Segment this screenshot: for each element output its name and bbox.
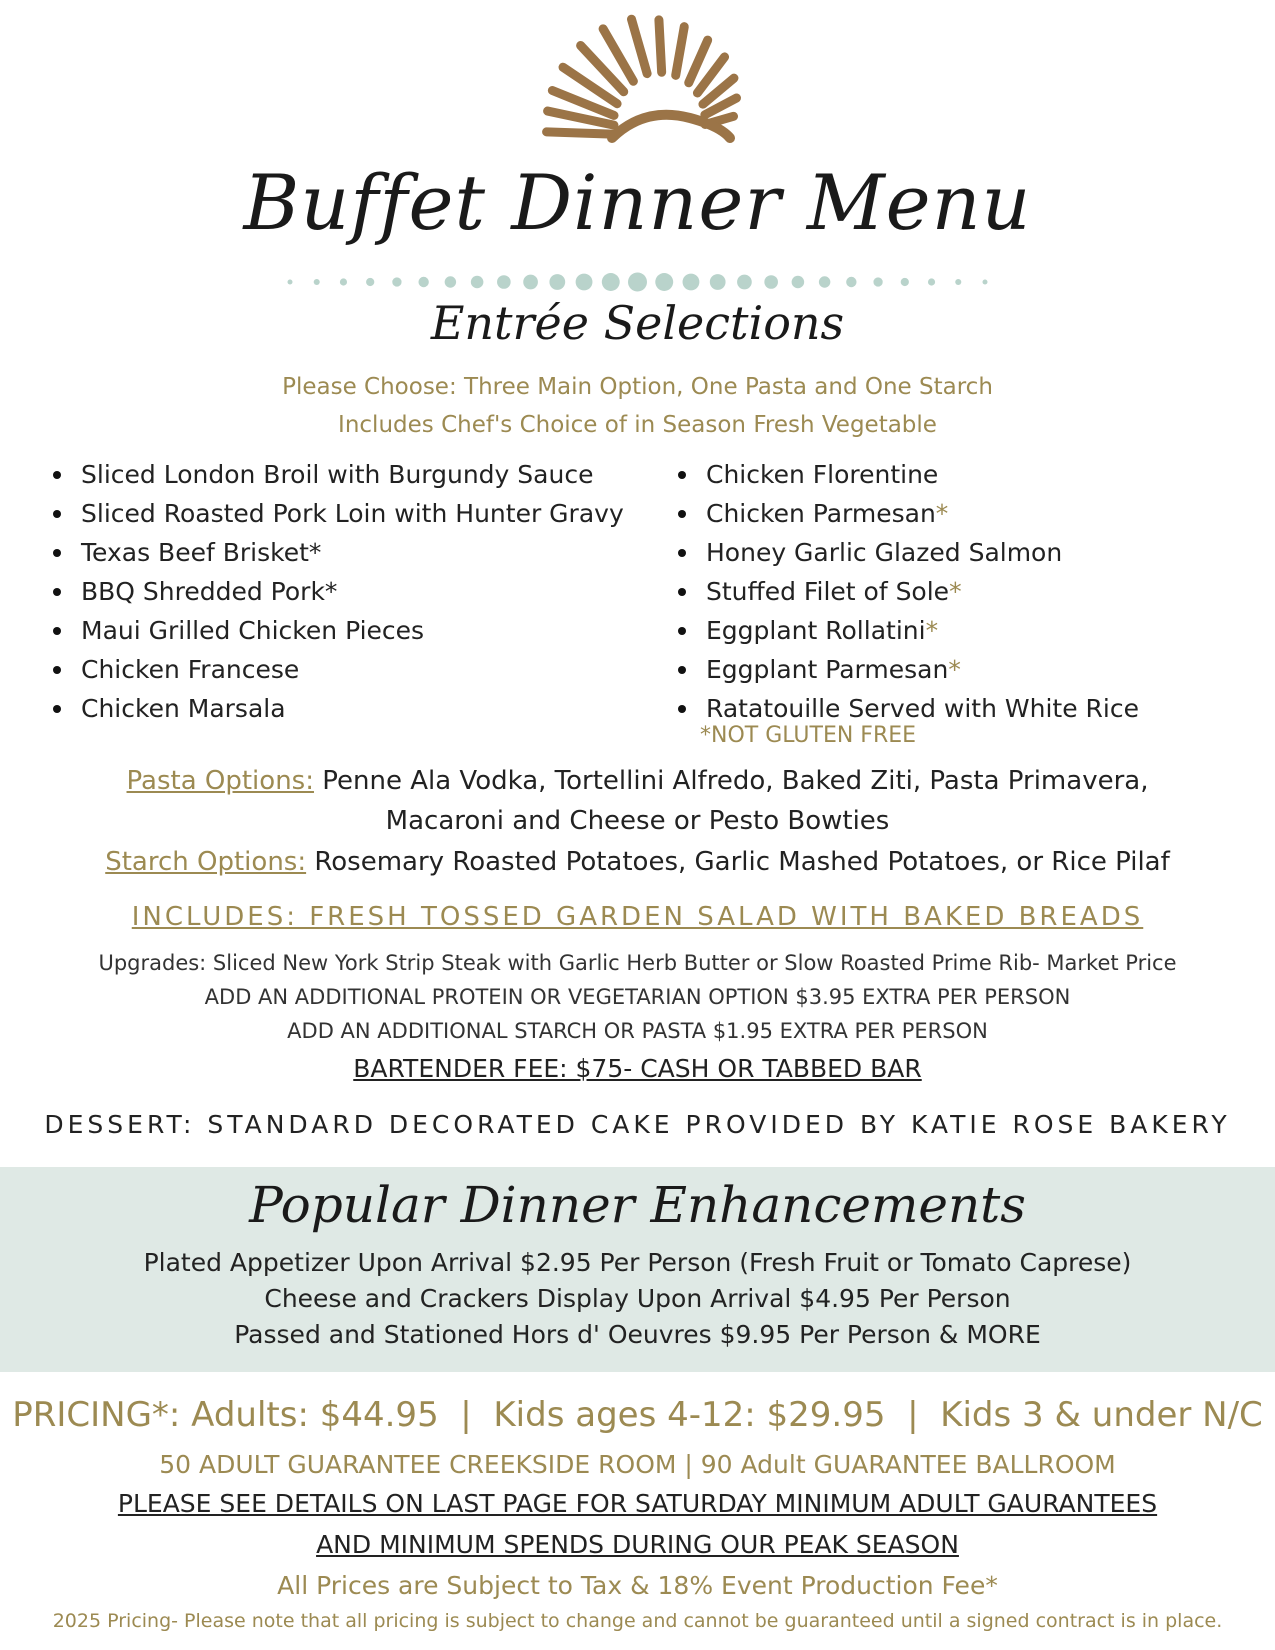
entree-selections-heading: Entrée Selections [430, 296, 845, 350]
sun-ray [659, 20, 662, 72]
decorative-dots [0, 268, 1275, 298]
list-item: BBQ Shredded Pork* [50, 572, 624, 611]
enhancement-item: Plated Appetizer Upon Arrival $2.95 Per Person (Fresh Fruit or Tomato Caprese) [143, 1248, 1132, 1277]
decorative-dot [901, 278, 909, 286]
decorative-dot [764, 275, 778, 289]
additional-protein-line: ADD AN ADDITIONAL PROTEIN OR VEGETARIAN OPTION $3.95 EXTRA PER PERSON [204, 985, 1071, 1009]
sunburst-logo [0, 8, 1275, 148]
includes-salad: INCLUDES: FRESH TOSSED GARDEN SALAD WITH BAKED BREADS [131, 902, 1144, 932]
starch-options-line: Starch Options: Rosemary Roasted Potatoes, Garlic Mashed Potatoes, or Rice Pilaf [105, 847, 1170, 877]
decorative-dot [523, 275, 538, 290]
sun-ray [547, 132, 616, 134]
decorative-dot [576, 274, 593, 291]
sun-ray [632, 19, 648, 73]
list-item: Eggplant Parmesan* [675, 650, 1139, 689]
starch-options-label: Starch Options: [105, 847, 307, 877]
list-item: Stuffed Filet of Sole* [675, 572, 1139, 611]
pasta-options-line: Pasta Options: Penne Ala Vodka, Tortellini Alfredo, Baked Ziti, Pasta Primavera, [126, 766, 1149, 796]
pasta-options-label: Pasta Options: [126, 766, 314, 796]
menu-title: Buffet Dinner Menu [243, 158, 1032, 247]
list-item: Chicken Francese [50, 650, 624, 689]
list-item: Chicken Parmesan* [675, 494, 1139, 533]
decorative-dot [602, 273, 620, 291]
enhancements-heading: Popular Dinner Enhancements [249, 1176, 1026, 1234]
enhancement-item: Cheese and Crackers Display Upon Arrival $4.95 Per Person [264, 1284, 1011, 1313]
choose-instructions: Please Choose: Three Main Option, One Pasta and One Starch [282, 374, 993, 400]
enhancement-item: Passed and Stationed Hors d' Oeuvres $9.95 Per Person & MORE [234, 1320, 1041, 1349]
decorative-dot [366, 278, 374, 286]
additional-starch-line: ADD AN ADDITIONAL STARCH OR PASTA $1.95 EXTRA PER PERSON [287, 1019, 988, 1043]
list-item: Eggplant Rollatini* [675, 611, 1139, 650]
gluten-note: *NOT GLUTEN FREE [700, 723, 917, 748]
list-item: Honey Garlic Glazed Salmon [675, 533, 1139, 572]
decorative-dot [497, 275, 511, 289]
see-details-line: PLEASE SEE DETAILS ON LAST PAGE FOR SATURDAY MINIMUM ADULT GAURANTEES [117, 1489, 1158, 1518]
decorative-dot [983, 280, 988, 285]
see-details-line-2: AND MINIMUM SPENDS DURING OUR PEAK SEASON [316, 1530, 959, 1559]
decorative-dot [340, 278, 347, 285]
list-item: Sliced London Broil with Burgundy Sauce [50, 455, 624, 494]
decorative-dot [955, 279, 961, 285]
decorative-dot [928, 278, 935, 285]
vegetable-note: Includes Chef's Choice of in Season Fresh Vegetable [338, 412, 937, 438]
decorative-dot [628, 273, 647, 292]
list-item: Maui Grilled Chicken Pieces [50, 611, 624, 650]
sun-ray [676, 27, 685, 76]
decorative-dot [471, 276, 484, 289]
entree-list-right [675, 455, 1139, 728]
tax-note: All Prices are Subject to Tax & 18% Event Production Fee* [277, 1571, 998, 1600]
decorative-dot [392, 277, 401, 286]
pricing-line: PRICING*: Adults: $44.95 | Kids ages 4-12: $29.95 | Kids 3 & under N/C [12, 1395, 1263, 1435]
list-item: Texas Beef Brisket* [50, 533, 624, 572]
decorative-dot [792, 276, 805, 289]
list-item: Sliced Roasted Pork Loin with Hunter Gravy [50, 494, 624, 533]
bartender-fee: BARTENDER FEE: $75- CASH OR TABBED BAR [353, 1054, 922, 1083]
decorative-dot [683, 274, 700, 291]
decorative-dot [710, 274, 726, 290]
list-item: Chicken Marsala [50, 689, 624, 728]
decorative-dot [873, 277, 882, 286]
upgrades-line: Upgrades: Sliced New York Strip Steak with Garlic Herb Butter or Slow Roasted Prime Rib- Market Price [98, 951, 1177, 975]
pasta-options-line-2: Macaroni and Cheese or Pesto Bowties [385, 806, 890, 836]
decorative-dot [737, 275, 752, 290]
decorative-dot [314, 279, 320, 285]
decorative-dot [288, 280, 293, 285]
entree-list-left [50, 455, 624, 728]
pricing-disclaimer: 2025 Pricing- Please note that all pricing is subject to change and cannot be guaranteed until a signed contract is in place. [52, 1610, 1223, 1632]
list-item: Ratatouille Served with White Rice [675, 689, 1139, 728]
decorative-dot [418, 277, 428, 287]
dessert-line: DESSERT: STANDARD DECORATED CAKE PROVIDED BY KATIE ROSE BAKERY [44, 1110, 1231, 1139]
list-item: Chicken Florentine [675, 455, 1139, 494]
decorative-dot [445, 276, 456, 287]
decorative-dot [655, 273, 673, 291]
decorative-dot [819, 276, 830, 287]
decorative-dot [549, 274, 565, 290]
guarantee-line: 50 ADULT GUARANTEE CREEKSIDE ROOM | 90 Adult GUARANTEE BALLROOM [159, 1450, 1116, 1479]
decorative-dot [846, 277, 856, 287]
